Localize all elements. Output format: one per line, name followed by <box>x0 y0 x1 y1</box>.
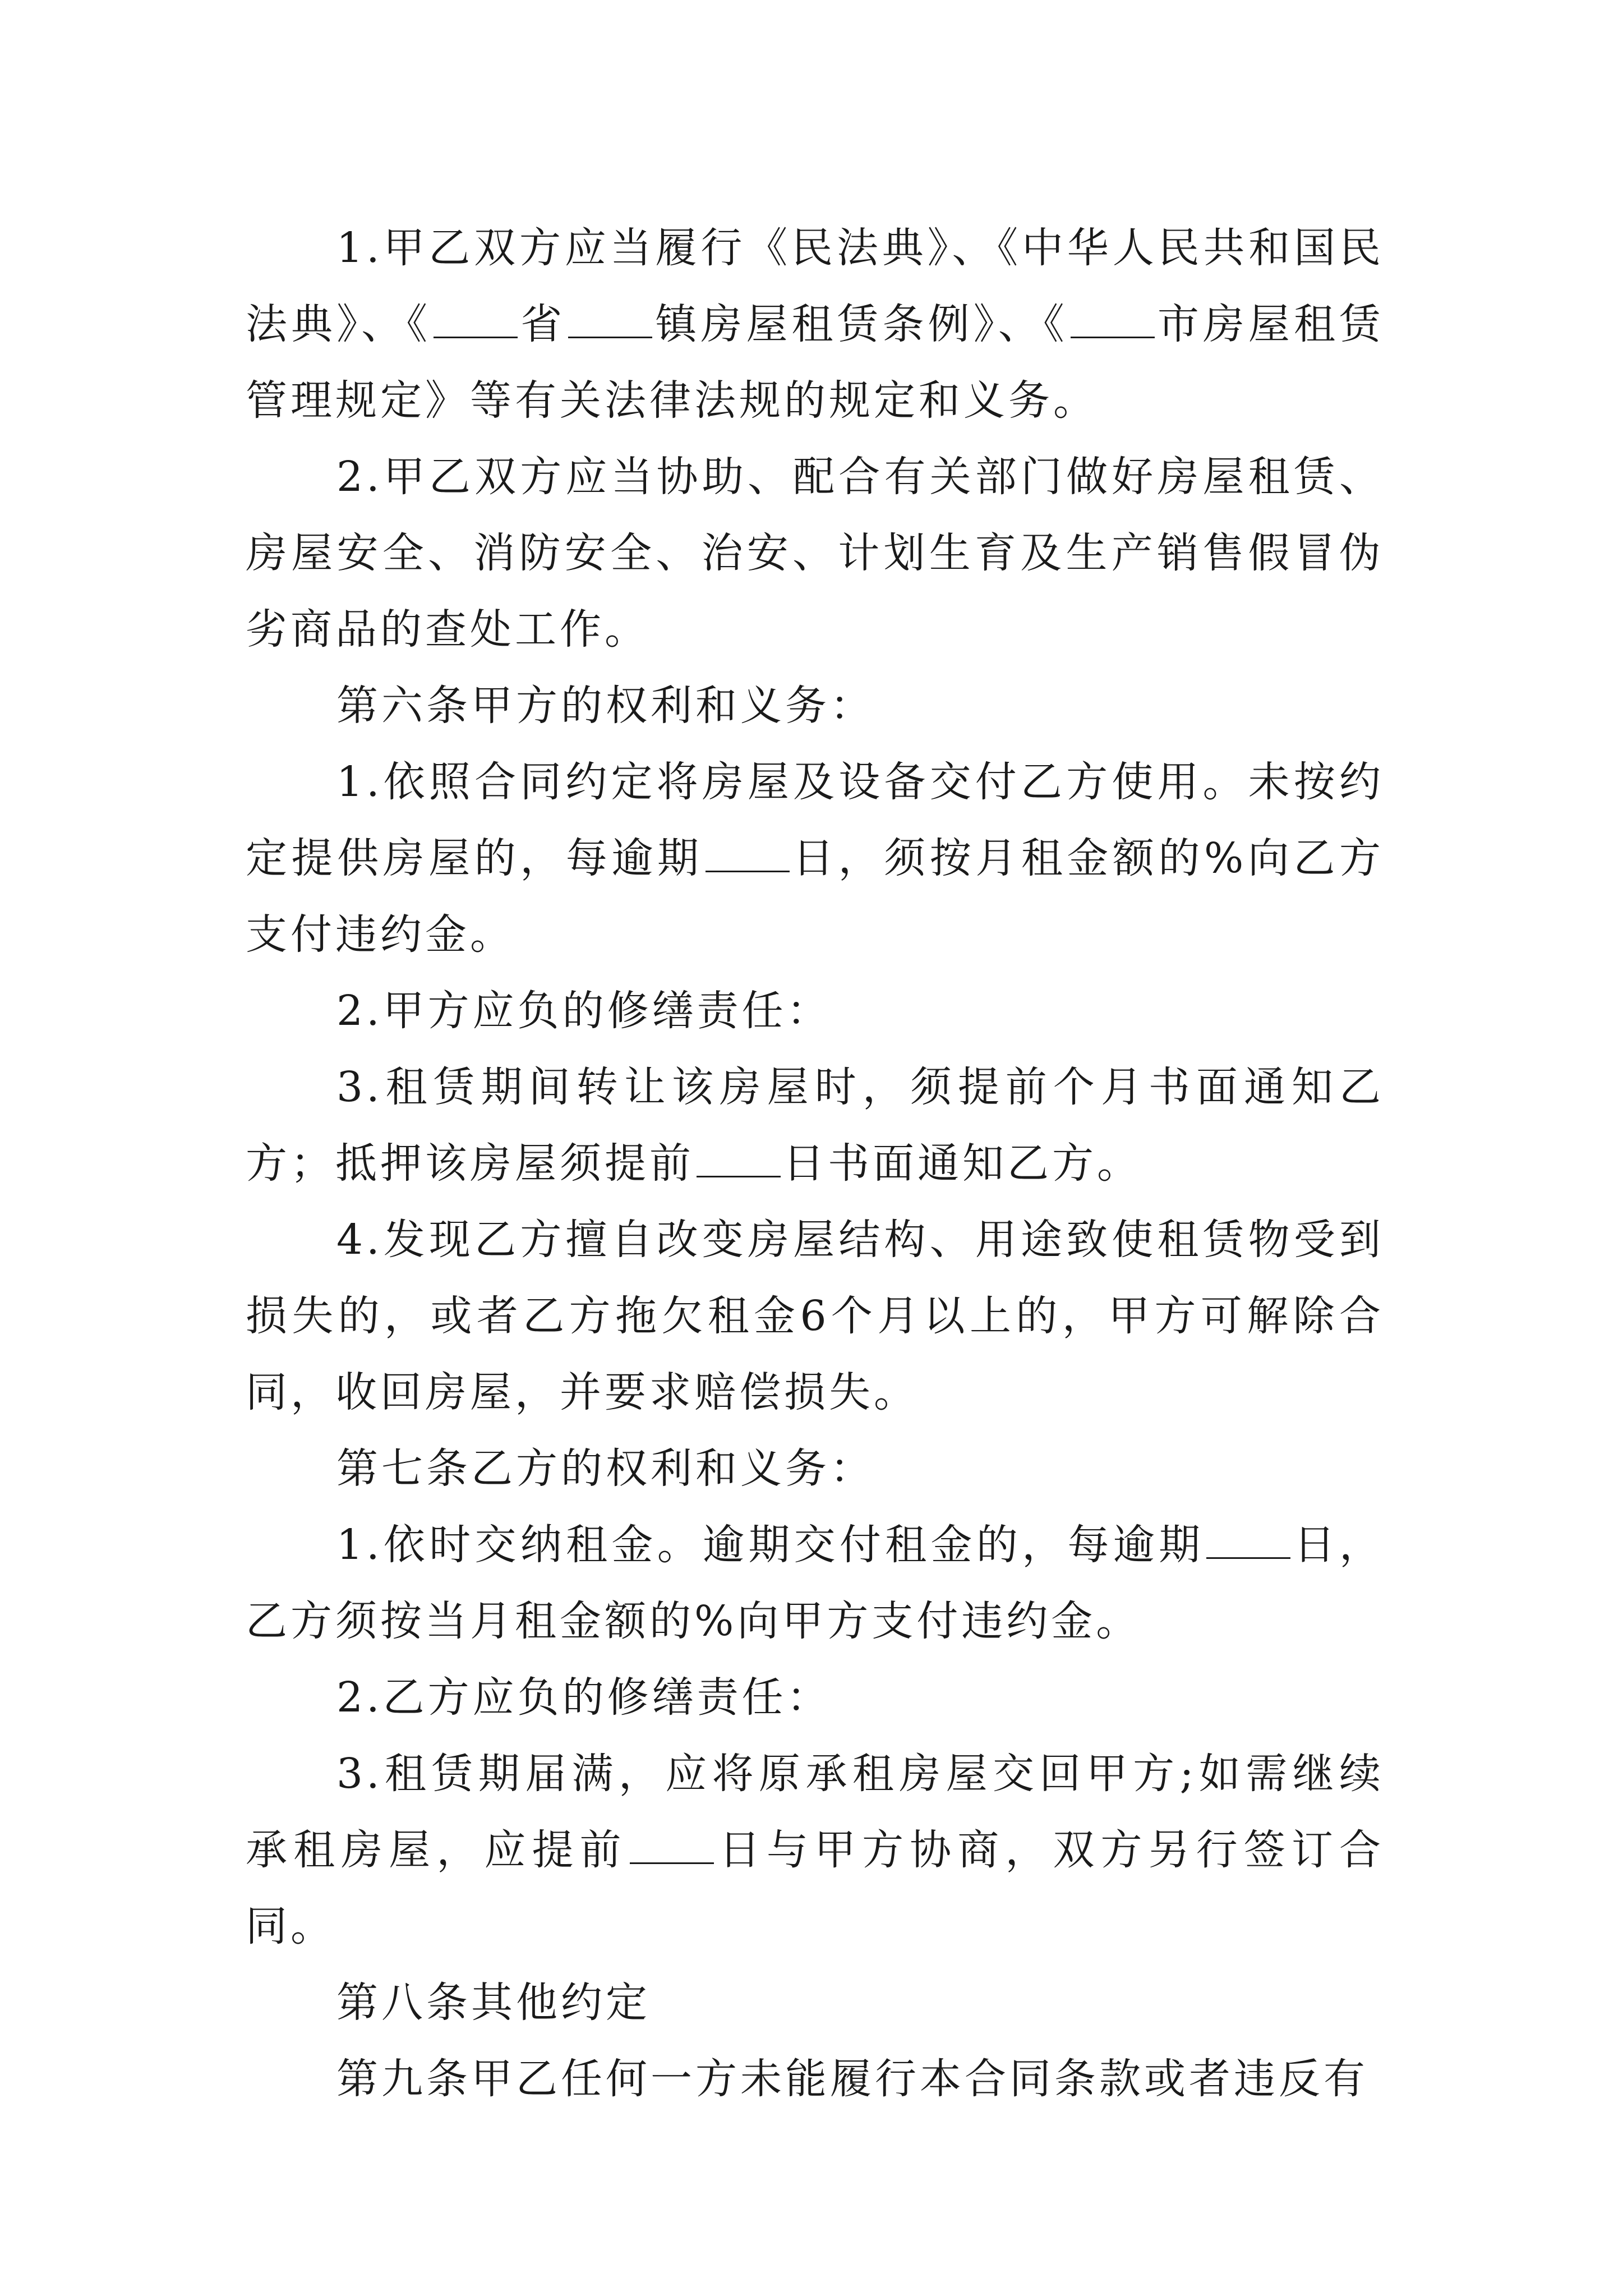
clause-paragraph <box>246 1049 1384 1202</box>
paragraph-text: 1.依时交纳租金。逾期交付租金的，每逾期 <box>336 1521 1205 1569</box>
paragraph-text: 省 <box>520 300 566 348</box>
clause-paragraph <box>246 1659 1384 1736</box>
clause-paragraph <box>246 210 1384 439</box>
paragraph-text: 第九条甲乙任何一方未能履行本合同条款或者违反有 <box>336 2055 1368 2103</box>
clause-paragraph <box>246 2041 1384 2117</box>
clause-paragraph <box>246 1202 1384 1430</box>
section-heading <box>246 1430 1384 1507</box>
clause-paragraph <box>246 744 1384 973</box>
fill-in-blank <box>630 1828 714 1864</box>
document-body <box>246 210 1384 2117</box>
clause-paragraph <box>246 1736 1384 1964</box>
fill-in-blank <box>568 302 652 338</box>
fill-in-blank <box>706 836 790 872</box>
paragraph-text: 3.租赁期届满，应将原承租房屋交回甲方;如需继续承租房屋，应提前 <box>246 1750 1384 1874</box>
fill-in-blank <box>697 1141 781 1177</box>
clause-paragraph <box>246 973 1384 1049</box>
paragraph-text: 日书面通知乙方。 <box>783 1139 1142 1188</box>
clause-paragraph <box>246 439 1384 668</box>
paragraph-text: 2.甲乙双方应当协助、配合有关部门做好房屋租赁、房屋安全、消防安全、治安、计划生育及生产销售假冒伪劣商品的查处工作。 <box>246 453 1384 654</box>
paragraph-text: 日与甲方协商，双方另行签订合同。 <box>246 1826 1385 1950</box>
section-heading <box>246 668 1384 744</box>
fill-in-blank <box>1206 1522 1290 1559</box>
heading-text: 第七条乙方的权利和义务： <box>336 1444 875 1493</box>
heading-text: 第六条甲方的权利和义务： <box>336 682 875 730</box>
clause-paragraph <box>246 1507 1384 1659</box>
paragraph-text: 1.依照合同约定将房屋及设备交付乙方使用。未按约定提供房屋的，每逾期 <box>246 758 1384 882</box>
paragraph-text: 日，须按月租金额的%向乙方支付违约金。 <box>246 834 1384 959</box>
paragraph-text: 1.甲乙双方应当履行《民法典》、《中华人民共和国民法典》、《 <box>246 224 1384 348</box>
fill-in-blank <box>1071 302 1155 338</box>
paragraph-text: 2.乙方应负的修缮责任： <box>336 1673 832 1722</box>
paragraph-text: 3.租赁期间转让该房屋时，须提前个月书面通知乙方；抵押该房屋须提前 <box>246 1063 1384 1188</box>
heading-text: 第八条其他约定 <box>336 1978 651 2027</box>
fill-in-blank <box>434 302 518 338</box>
paragraph-text: 2.甲方应负的修缮责任： <box>336 987 832 1035</box>
section-heading <box>246 1964 1384 2041</box>
paragraph-text: 市房屋租赁管理规定》等有关法律法规的规定和义务。 <box>246 300 1385 425</box>
paragraph-text: 日，乙方须按当月租金额的%向甲方支付违约金。 <box>246 1521 1384 1645</box>
paragraph-text: 镇房屋租赁条例》、《 <box>654 300 1068 348</box>
paragraph-text: 4.发现乙方擅自改变房屋结构、用途致使租赁物受到损失的，或者乙方拖欠租金6个月以上的，甲方可解除合同，收回房屋，并要求赔偿损失。 <box>246 1216 1384 1416</box>
